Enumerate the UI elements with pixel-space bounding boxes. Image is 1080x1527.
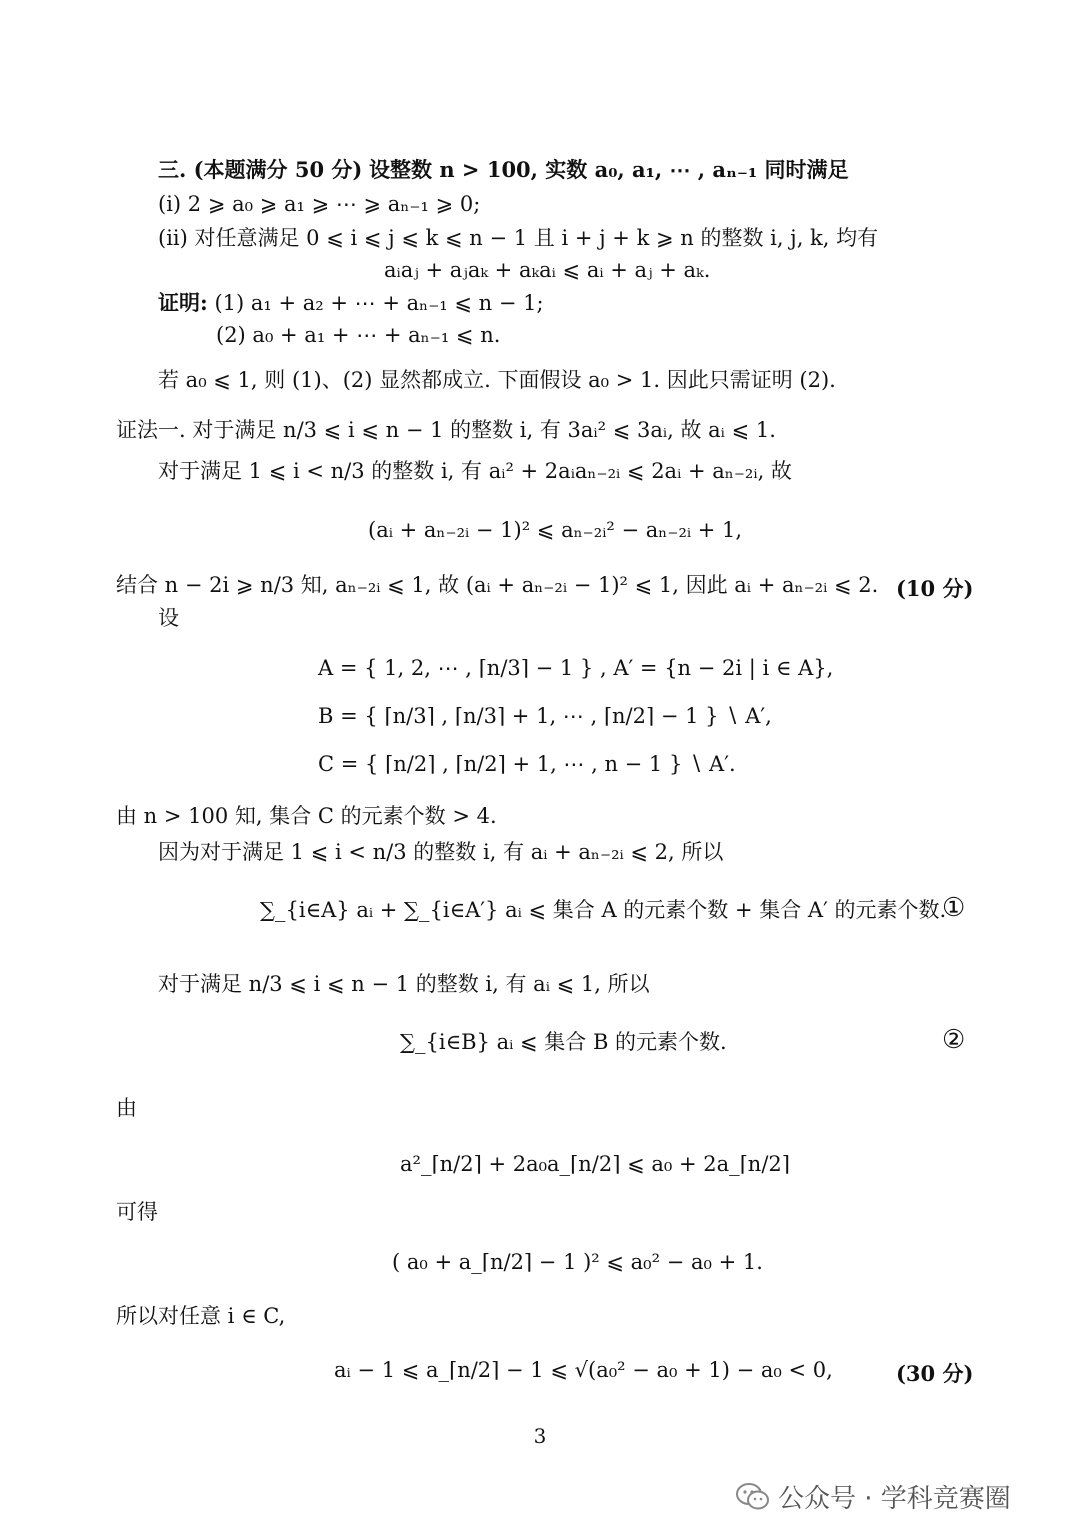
problem-heading: 三. (本题满分 50 分): [158, 157, 363, 182]
equation-4: ( a₀ + a_⌈n/2⌉ − 1 )² ⩽ a₀² − a₀ + 1.: [392, 1250, 763, 1274]
equation-2-number: ②: [942, 1025, 966, 1055]
set-b-definition: B = { ⌈n/3⌉ , ⌈n/3⌉ + 1, ⋯ , ⌈n/2⌉ − 1 } ∖ A′,: [318, 704, 772, 728]
display-formula-1: (aᵢ + aₙ₋₂ᵢ − 1)² ⩽ aₙ₋₂ᵢ² − aₙ₋₂ᵢ + 1,: [368, 518, 743, 542]
method-text-6: 由 n > 100 知, 集合 C 的元素个数 > 4.: [116, 804, 497, 828]
condition-2: (ii) 对任意满足 0 ⩽ i ⩽ j ⩽ k ⩽ n − 1 且 i + j + k ⩾ n 的整数 i, j, k, 均有: [158, 226, 879, 250]
set-c-definition: C = { ⌈n/2⌉ , ⌈n/2⌉ + 1, ⋯ , n − 1 } ∖ A′.: [318, 752, 736, 776]
prove-label: 证明:: [158, 290, 208, 315]
condition-2-formula: aᵢaⱼ + aⱼaₖ + aₖaᵢ ⩽ aᵢ + aⱼ + aₖ.: [384, 258, 711, 282]
method-text-1: 对于满足 n/3 ⩽ i ⩽ n − 1 的整数 i, 有 3aᵢ² ⩽ 3aᵢ, 故 aᵢ ⩽ 1.: [192, 418, 776, 442]
set-a-definition: A = { 1, 2, ⋯ , ⌈n/3⌉ − 1 } , A′ = {n − 2i | i ∈ A},: [318, 656, 834, 680]
method-text-10: 可得: [116, 1200, 158, 1224]
solution-intro: 若 a₀ ⩽ 1, 则 (1)、(2) 显然都成立. 下面假设 a₀ > 1. 因此只需证明 (2).: [158, 368, 836, 392]
condition-1: (i) 2 ⩾ a₀ ⩾ a₁ ⩾ ⋯ ⩾ aₙ₋₁ ⩾ 0;: [158, 192, 481, 216]
page-number: 3: [533, 1424, 547, 1448]
problem-statement: 设整数 n > 100, 实数 a₀, a₁, ⋯ , aₙ₋₁ 同时满足: [369, 157, 849, 182]
wechat-icon: [736, 1482, 770, 1512]
equation-3: a²_⌈n/2⌉ + 2a₀a_⌈n/2⌉ ⩽ a₀ + 2a_⌈n/2⌉: [400, 1152, 790, 1176]
problem-header-line: [158, 157, 848, 183]
equation-1: ∑_{i∈A} aᵢ + ∑_{i∈A′} aᵢ ⩽ 集合 A 的元素个数 + 集合 A′ 的元素个数.: [260, 898, 947, 922]
watermark: [736, 1478, 1011, 1515]
method-text-11: 所以对任意 i ∈ C,: [116, 1304, 286, 1328]
prove-item-2: (2) a₀ + a₁ + ⋯ + aₙ₋₁ ⩽ n.: [216, 323, 501, 347]
equation-5: aᵢ − 1 ⩽ a_⌈n/2⌉ − 1 ⩽ √(a₀² − a₀ + 1) − a₀ < 0,: [334, 1358, 833, 1382]
method-text-9: 由: [116, 1096, 137, 1120]
method-text-7: 因为对于满足 1 ⩽ i < n/3 的整数 i, 有 aᵢ + aₙ₋₂ᵢ ⩽ 2, 所以: [158, 840, 724, 864]
equation-2: ∑_{i∈B} aᵢ ⩽ 集合 B 的元素个数.: [400, 1030, 727, 1054]
prove-line-1: [158, 290, 544, 316]
score-30: (30 分): [896, 1361, 974, 1386]
method-text-4: 结合 n − 2i ⩾ n/3 知, aₙ₋₂ᵢ ⩽ 1, 故 (aᵢ + aₙ₋₂ᵢ − 1)² ⩽ 1, 因此 aᵢ + aₙ₋₂ᵢ ⩽ 2.: [116, 573, 879, 597]
method-text-2: 对于满足 1 ⩽ i < n/3 的整数 i, 有 aᵢ² + 2aᵢaₙ₋₂ᵢ ⩽ 2aᵢ + aₙ₋₂ᵢ, 故: [158, 459, 792, 483]
method-text-5: 设: [158, 606, 179, 630]
method-line-1: [116, 418, 776, 443]
prove-item-1: (1) a₁ + a₂ + ⋯ + aₙ₋₁ ⩽ n − 1;: [214, 291, 544, 315]
method-text-8: 对于满足 n/3 ⩽ i ⩽ n − 1 的整数 i, 有 aᵢ ⩽ 1, 所以: [158, 972, 650, 996]
equation-1-number: ①: [942, 893, 966, 923]
score-10: (10 分): [896, 576, 974, 601]
watermark-text: 公众号 · 学科竞赛圈: [778, 1484, 1011, 1514]
method-label: 证法一.: [116, 418, 186, 442]
